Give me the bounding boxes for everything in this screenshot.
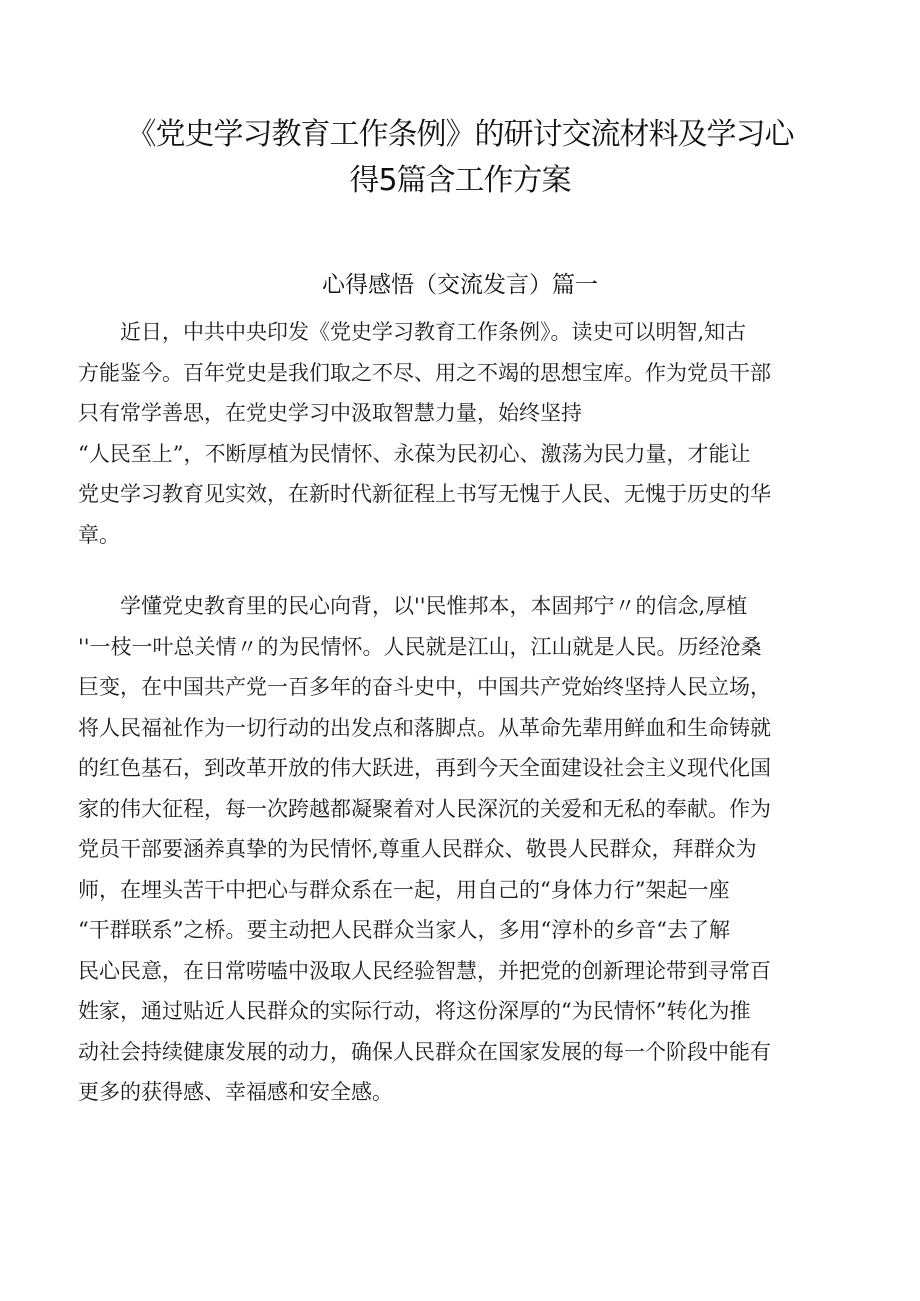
paragraph-line: 学懂党史教育里的民心向背，以''民惟邦本，本固邦宁〃的信念,厚植 bbox=[78, 594, 748, 618]
paragraph-line: 近日，中共中央印发《党史学习教育工作条例》。读史可以明智,知古 bbox=[78, 320, 747, 344]
paragraph-line: 民心民意，在日常唠嗑中汲取人民经验智慧，并把党的创新理论带到寻常百 bbox=[78, 958, 771, 983]
paragraph-line: 家的伟大征程，每一次跨越都凝聚着对人民深沉的关爱和无私的奉献。作为 bbox=[78, 796, 771, 821]
paragraph-line: 巨变，在中国共产党一百多年的奋斗史中，中国共产党始终坚持人民立场， bbox=[78, 675, 771, 699]
title-line-2: 得5篇含工作方案 bbox=[349, 163, 571, 198]
paragraph-line: 动社会持续健康发展的动力，确保人民群众在国家发展的每一个阶段中能有 bbox=[78, 1039, 771, 1064]
paragraph-line: 的红色基石，到改革开放的伟大跃进，再到今天全面建设社会主义现代化国 bbox=[78, 756, 771, 780]
paragraph-line: 师，在埋头苦干中把心与群众系在一起，用自己的“身体力行”架起一座 bbox=[78, 877, 730, 902]
title-line-1: 《党史学习教育工作条例》的研讨交流材料及学习心 bbox=[126, 117, 794, 152]
paragraph-line: 只有常学善思，在党史学习中汲取智慧力量，始终坚持 bbox=[78, 401, 582, 425]
document-title bbox=[60, 112, 860, 204]
paragraph-line: 党史学习教育见实效，在新时代新征程上书写无愧于人民、无愧于历史的华 bbox=[78, 482, 771, 506]
paragraph-line: “人民至上”，不断厚植为民情怀、永葆为民初心、激荡为民力量，才能让 bbox=[78, 441, 751, 466]
paragraph-line: 方能鉴今。百年党史是我们取之不尽、用之不竭的思想宝库。作为党员干部 bbox=[78, 360, 771, 385]
paragraph-line: 更多的获得感、幸福感和安全感。 bbox=[78, 1080, 393, 1104]
paragraph-line: “干群联系”之桥。要主动把人民群众当家人，多用“淳朴的乡音“去了解 bbox=[78, 918, 730, 942]
paragraph-line: 党员干部要涵养真挚的为民情怀,尊重人民群众、敬畏人民群众，拜群众为 bbox=[78, 837, 757, 861]
paragraph-line: 姓家，通过贴近人民群众的实际行动，将这份深厚的“为民情怀”转化为推 bbox=[78, 999, 751, 1023]
paragraph-line: 章。 bbox=[78, 522, 120, 547]
paragraph-1 bbox=[78, 312, 848, 555]
section-heading: 心得感悟（交流发言）篇一 bbox=[322, 272, 598, 298]
paragraph-line: 将人民福祉作为一切行动的出发点和落脚点。从革命先辈用鲜血和生命铸就 bbox=[78, 715, 771, 740]
paragraph-line: ''一枝一叶总关情〃的为民情怀。人民就是江山，江山就是人民。历经沧桑 bbox=[78, 634, 762, 659]
paragraph-2 bbox=[78, 586, 848, 1113]
